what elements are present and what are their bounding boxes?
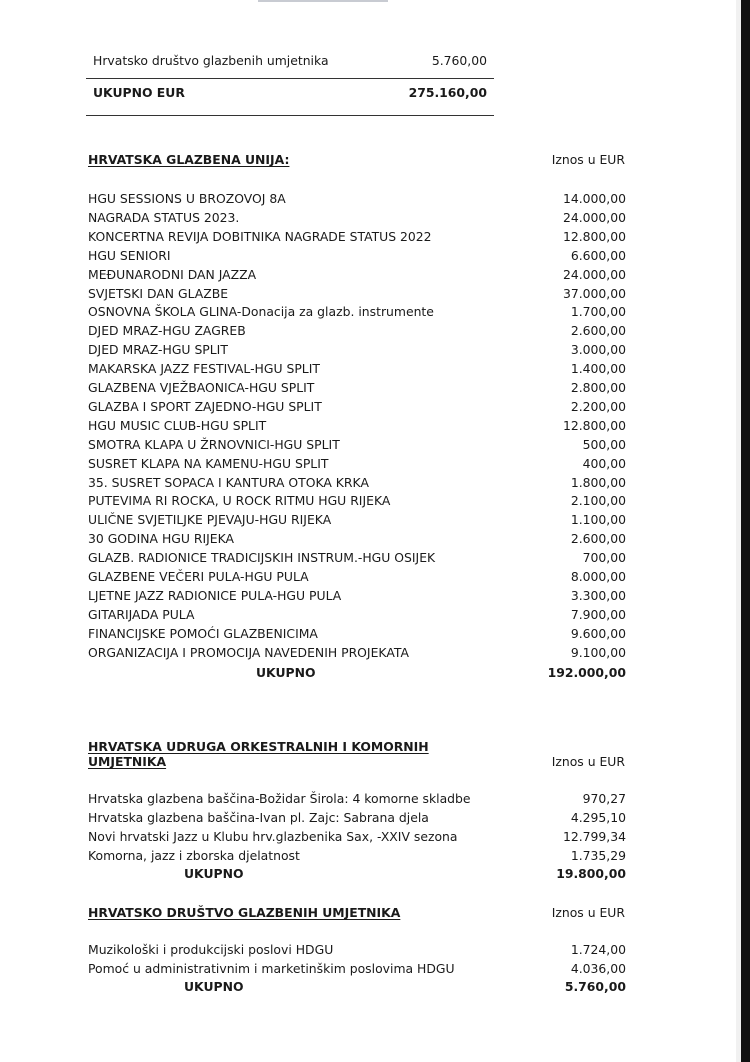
item-name: Pomoć u administrativnim i marketinškim poslovima HDGU xyxy=(88,960,455,976)
item-value: 24.000,00 xyxy=(562,209,626,225)
item-value: 14.000,00 xyxy=(562,191,626,206)
total-value: 5.760,00 xyxy=(564,979,626,994)
item-value: 37.000,00 xyxy=(562,285,626,301)
huoku-total-row xyxy=(88,864,626,883)
total-label: UKUPNO xyxy=(184,979,244,994)
list-item xyxy=(88,940,626,959)
list-item xyxy=(88,359,626,378)
item-value: 24.000,00 xyxy=(562,266,626,282)
list-item xyxy=(88,340,626,359)
item-value: 1.100,00 xyxy=(570,512,626,528)
item-value: 1.735,29 xyxy=(570,848,626,863)
item-name: PUTEVIMA RI ROCKA, U ROCK RITMU HGU RIJEKA xyxy=(88,493,391,509)
section-heading-huoku-line1: HRVATSKA UDRUGA ORKESTRALNIH I KOMORNIH xyxy=(88,739,429,754)
list-item xyxy=(88,808,626,827)
list-item xyxy=(88,491,626,510)
list-item xyxy=(88,586,626,605)
item-value: 2.600,00 xyxy=(570,323,626,339)
list-item xyxy=(88,246,626,265)
item-name: SMOTRA KLAPA U ŽRNOVNICI-HGU SPLIT xyxy=(88,436,340,452)
list-item xyxy=(88,643,626,662)
item-value: 4.295,10 xyxy=(570,810,626,825)
list-item xyxy=(88,378,626,397)
list-item xyxy=(88,959,626,978)
list-item xyxy=(88,789,626,808)
item-name: NAGRADA STATUS 2023. xyxy=(88,209,240,225)
item-value: 1.400,00 xyxy=(570,361,626,377)
item-name: ULIČNE SVJETILJKE PJEVAJU-HGU RIJEKA xyxy=(88,512,332,528)
hdgu-total-row xyxy=(88,977,626,996)
item-name: Komorna, jazz i zborska djelatnost xyxy=(88,848,300,863)
item-name: GLAZB. RADIONICE TRADICIJSKIH INSTRUM.-HGU OSIJEK xyxy=(88,550,436,566)
list-item xyxy=(88,435,626,454)
item-value: 400,00 xyxy=(582,455,626,471)
item-name: Hrvatska glazbena baščina-Božidar Širola: 4 komorne skladbe xyxy=(88,791,471,806)
list-item xyxy=(88,624,626,643)
section-heading-hgu: HRVATSKA GLAZBENA UNIJA: xyxy=(88,152,290,167)
top-total-label: UKUPNO EUR xyxy=(93,85,185,100)
item-value: 12.800,00 xyxy=(562,228,626,244)
list-item xyxy=(88,321,626,340)
item-value: 9.600,00 xyxy=(570,625,626,641)
item-value: 9.100,00 xyxy=(570,644,626,660)
item-name: GITARIJADA PULA xyxy=(88,606,195,622)
amount-header: Iznos u EUR xyxy=(551,905,625,920)
item-name: HGU MUSIC CLUB-HGU SPLIT xyxy=(88,417,267,433)
top-org-name: Hrvatsko društvo glazbenih umjetnika xyxy=(93,53,329,68)
section-heading-hdgu: HRVATSKO DRUŠTVO GLAZBENIH UMJETNIKA xyxy=(88,905,401,920)
list-item xyxy=(88,302,626,321)
scan-edge-right xyxy=(741,0,750,1062)
item-name: SUSRET KLAPA NA KAMENU-HGU SPLIT xyxy=(88,455,329,471)
list-item xyxy=(88,510,626,529)
item-value: 2.800,00 xyxy=(570,380,626,395)
item-name: 30 GODINA HGU RIJEKA xyxy=(88,531,234,547)
item-value: 12.799,34 xyxy=(562,829,626,844)
item-value: 2.100,00 xyxy=(570,493,626,509)
item-name: 35. SUSRET SOPACA I KANTURA OTOKA KRKA xyxy=(88,474,369,490)
list-item xyxy=(88,605,626,624)
list-item xyxy=(88,548,626,567)
item-value: 1.700,00 xyxy=(570,304,626,320)
hgu-total-row xyxy=(88,663,626,682)
list-item xyxy=(88,827,626,846)
item-value: 3.000,00 xyxy=(570,342,626,358)
item-name: Novi hrvatski Jazz u Klubu hrv.glazbenika Sax, -XXIV sezona xyxy=(88,829,458,844)
item-name: KONCERTNA REVIJA DOBITNIKA NAGRADE STATUS 2022 xyxy=(88,228,432,244)
list-item xyxy=(88,189,626,208)
item-value: 6.600,00 xyxy=(570,247,626,263)
item-name: DJED MRAZ-HGU ZAGREB xyxy=(88,323,246,339)
section-heading-huoku-line2: UMJETNIKA xyxy=(88,754,167,769)
top-total-value: 275.160,00 xyxy=(408,85,487,100)
item-value: 4.036,00 xyxy=(570,960,626,976)
item-name: ORGANIZACIJA I PROMOCIJA NAVEDENIH PROJEKATA xyxy=(88,644,409,660)
item-name: HGU SESSIONS U BROZOVOJ 8A xyxy=(88,191,286,206)
list-item xyxy=(88,416,626,435)
list-item xyxy=(88,846,626,865)
amount-header: Iznos u EUR xyxy=(551,754,625,769)
list-item xyxy=(88,284,626,303)
item-value: 1.800,00 xyxy=(570,474,626,490)
item-name: MAKARSKA JAZZ FESTIVAL-HGU SPLIT xyxy=(88,361,320,377)
item-value: 500,00 xyxy=(582,436,626,452)
item-name: Hrvatska glazbena baščina-Ivan pl. Zajc: Sabrana djela xyxy=(88,810,429,825)
list-item xyxy=(88,265,626,284)
divider xyxy=(86,78,494,79)
item-value: 2.600,00 xyxy=(570,531,626,547)
item-name: FINANCIJSKE POMOĆI GLAZBENICIMA xyxy=(88,625,318,641)
divider xyxy=(86,115,494,116)
item-name: Muzikološki i produkcijski poslovi HDGU xyxy=(88,942,334,957)
item-value: 1.724,00 xyxy=(570,942,626,957)
total-label: UKUPNO xyxy=(256,665,316,680)
total-value: 19.800,00 xyxy=(556,866,626,881)
list-item xyxy=(88,454,626,473)
list-item xyxy=(88,567,626,586)
list-item xyxy=(88,227,626,246)
list-item xyxy=(88,397,626,416)
item-name: DJED MRAZ-HGU SPLIT xyxy=(88,342,228,358)
item-value: 700,00 xyxy=(582,550,626,566)
amount-header: Iznos u EUR xyxy=(551,152,625,167)
scan-artifact-top xyxy=(258,0,388,2)
item-name: HGU SENIORI xyxy=(88,247,171,263)
item-name: GLAZBENE VEČERI PULA-HGU PULA xyxy=(88,569,309,584)
top-org-value: 5.760,00 xyxy=(431,53,487,68)
item-name: LJETNE JAZZ RADIONICE PULA-HGU PULA xyxy=(88,587,342,603)
item-name: SVJETSKI DAN GLAZBE xyxy=(88,285,229,301)
total-label: UKUPNO xyxy=(184,866,244,881)
total-value: 192.000,00 xyxy=(547,665,626,680)
list-item xyxy=(88,529,626,548)
item-name: GLAZBENA VJEŽBAONICA-HGU SPLIT xyxy=(88,380,315,395)
list-item xyxy=(88,473,626,492)
item-value: 8.000,00 xyxy=(570,569,626,584)
item-value: 2.200,00 xyxy=(570,398,626,414)
item-name: OSNOVNA ŠKOLA GLINA-Donacija za glazb. instrumente xyxy=(88,304,434,320)
item-name: GLAZBA I SPORT ZAJEDNO-HGU SPLIT xyxy=(88,398,322,414)
item-name: MEĐUNARODNI DAN JAZZA xyxy=(88,266,257,282)
item-value: 970,27 xyxy=(582,791,626,806)
list-item xyxy=(88,208,626,227)
item-value: 12.800,00 xyxy=(562,417,626,433)
item-value: 3.300,00 xyxy=(570,587,626,603)
item-value: 7.900,00 xyxy=(570,606,626,622)
